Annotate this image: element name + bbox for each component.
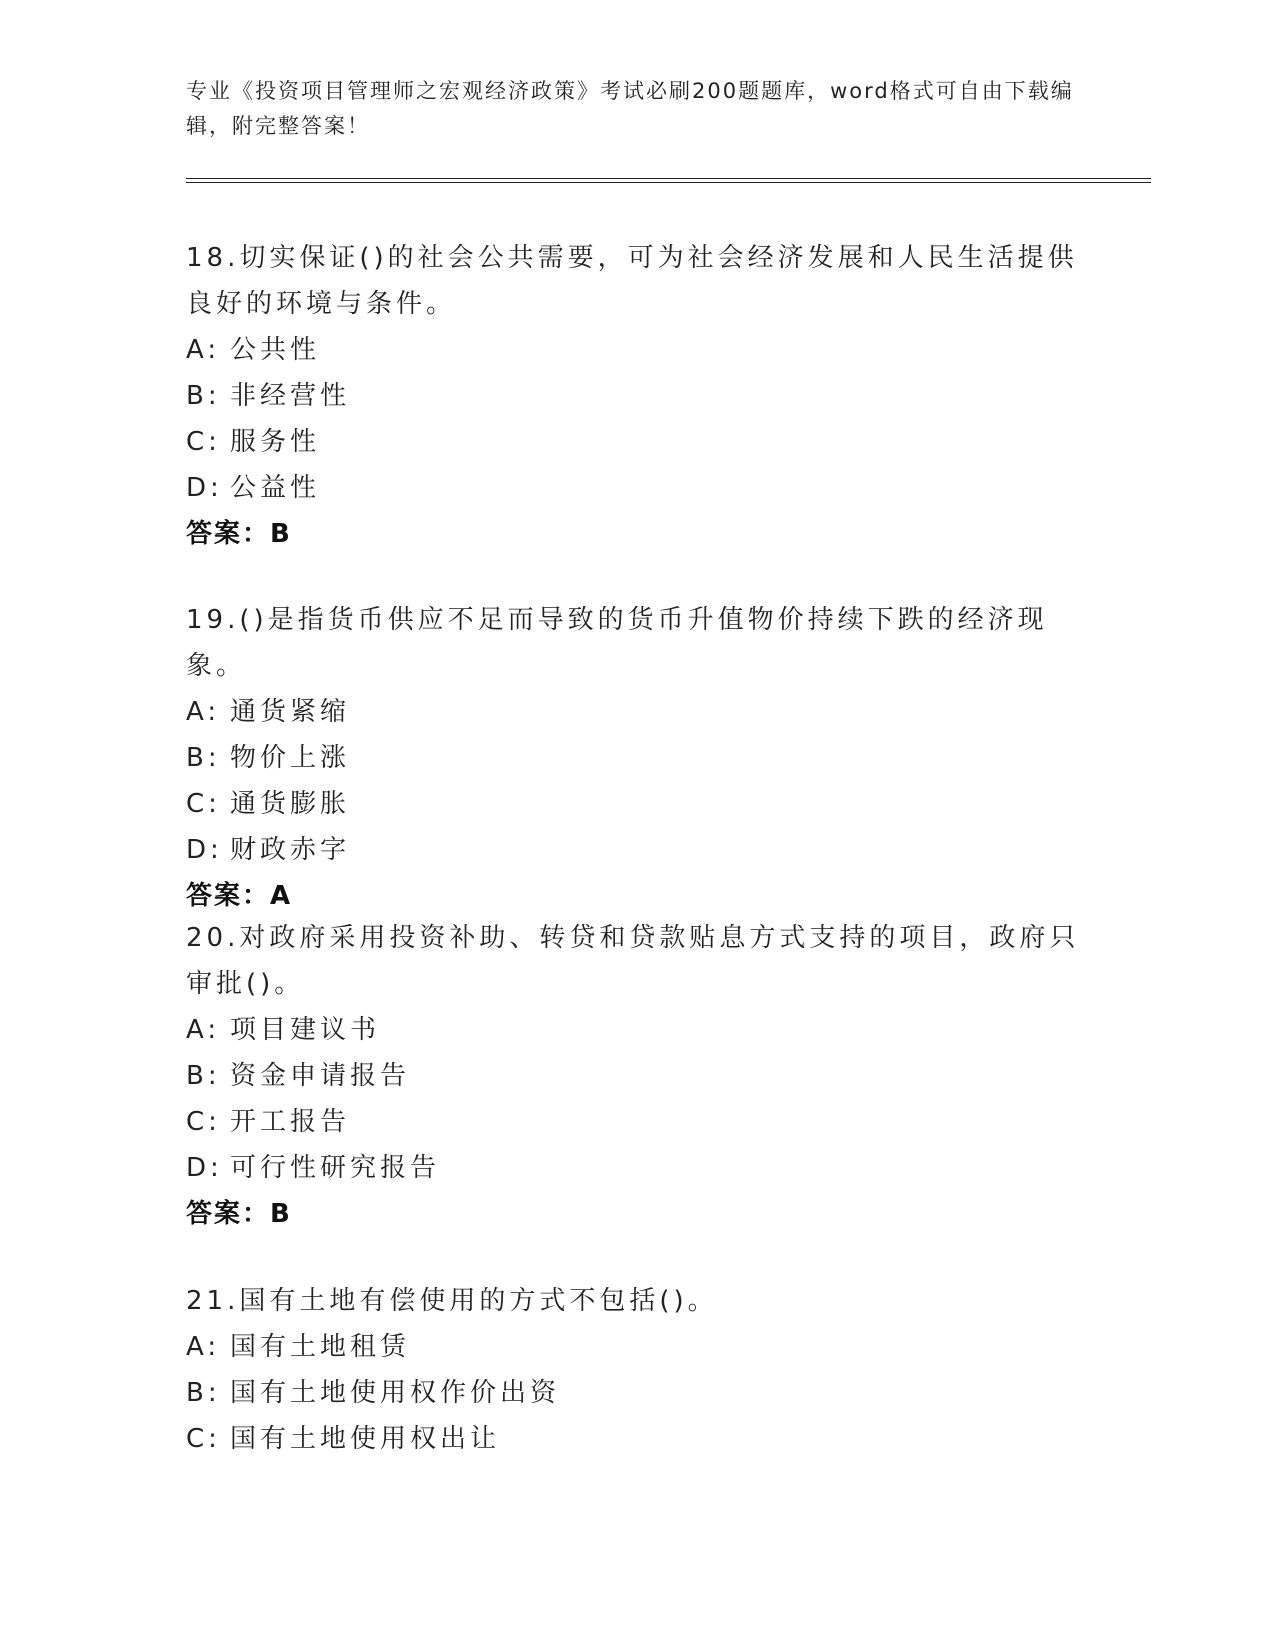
option-letter: D: (186, 1153, 223, 1183)
option-c (186, 781, 1086, 827)
question-stem: 19.()是指货币供应不足而导致的货币升值物价持续下跌的经济现象。 (186, 605, 1048, 681)
option-letter: D: (186, 835, 223, 865)
option-text: 可行性研究报告 (230, 1153, 441, 1183)
answer-label: 答案：B (186, 519, 292, 549)
option-text: 公益性 (230, 473, 321, 503)
option-text: 物价上涨 (230, 743, 351, 773)
option-text: 公共性 (230, 335, 321, 365)
option-letter: A: (186, 1332, 221, 1362)
option-letter: B: (186, 381, 221, 411)
option-letter: C: (186, 1424, 221, 1454)
question-stem: 20.对政府采用投资补助、转贷和贷款贴息方式支持的项目，政府只审批()。 (186, 923, 1080, 999)
option-text: 财政赤字 (230, 835, 351, 865)
option-c (186, 419, 1086, 465)
option-letter: B: (186, 743, 221, 773)
option-text: 项目建议书 (230, 1015, 381, 1045)
option-letter: C: (186, 789, 221, 819)
option-a (186, 689, 1086, 735)
question-21 (186, 1278, 1086, 1462)
option-b (186, 1370, 1086, 1416)
option-a (186, 327, 1086, 373)
document-header: 专业《投资项目管理师之宏观经济政策》考试必刷200题题库，word格式可自由下载编辑，附完整答案！ (186, 79, 1074, 138)
option-text: 服务性 (230, 427, 321, 457)
option-letter: D: (186, 473, 223, 503)
option-d (186, 827, 1086, 873)
option-a (186, 1324, 1086, 1370)
option-letter: B: (186, 1061, 221, 1091)
option-text: 国有土地使用权出让 (230, 1424, 501, 1454)
header-divider-top (186, 178, 1151, 179)
question-stem: 21.国有土地有偿使用的方式不包括()。 (186, 1286, 718, 1316)
question-19 (186, 597, 1086, 919)
option-b (186, 373, 1086, 419)
question-stem: 18.切实保证()的社会公共需要，可为社会经济发展和人民生活提供良好的环境与条件。 (186, 243, 1078, 319)
option-c (186, 1416, 1086, 1462)
option-text: 国有土地使用权作价出资 (230, 1378, 561, 1408)
option-letter: C: (186, 1107, 221, 1137)
header-divider-bottom (186, 182, 1151, 183)
option-letter: A: (186, 335, 221, 365)
option-text: 开工报告 (230, 1107, 351, 1137)
option-text: 国有土地租赁 (230, 1332, 411, 1362)
question-20 (186, 915, 1086, 1237)
option-text: 资金申请报告 (230, 1061, 411, 1091)
option-text: 通货膨胀 (230, 789, 351, 819)
option-text: 通货紧缩 (230, 697, 351, 727)
option-letter: A: (186, 1015, 221, 1045)
option-c (186, 1099, 1086, 1145)
option-a (186, 1007, 1086, 1053)
option-letter: C: (186, 427, 221, 457)
answer-label: 答案：B (186, 1199, 292, 1229)
option-d (186, 465, 1086, 511)
option-letter: B: (186, 1378, 221, 1408)
option-b (186, 1053, 1086, 1099)
question-18 (186, 235, 1086, 557)
option-d (186, 1145, 1086, 1191)
option-letter: A: (186, 697, 221, 727)
option-b (186, 735, 1086, 781)
option-text: 非经营性 (230, 381, 351, 411)
answer-label: 答案：A (186, 881, 293, 911)
